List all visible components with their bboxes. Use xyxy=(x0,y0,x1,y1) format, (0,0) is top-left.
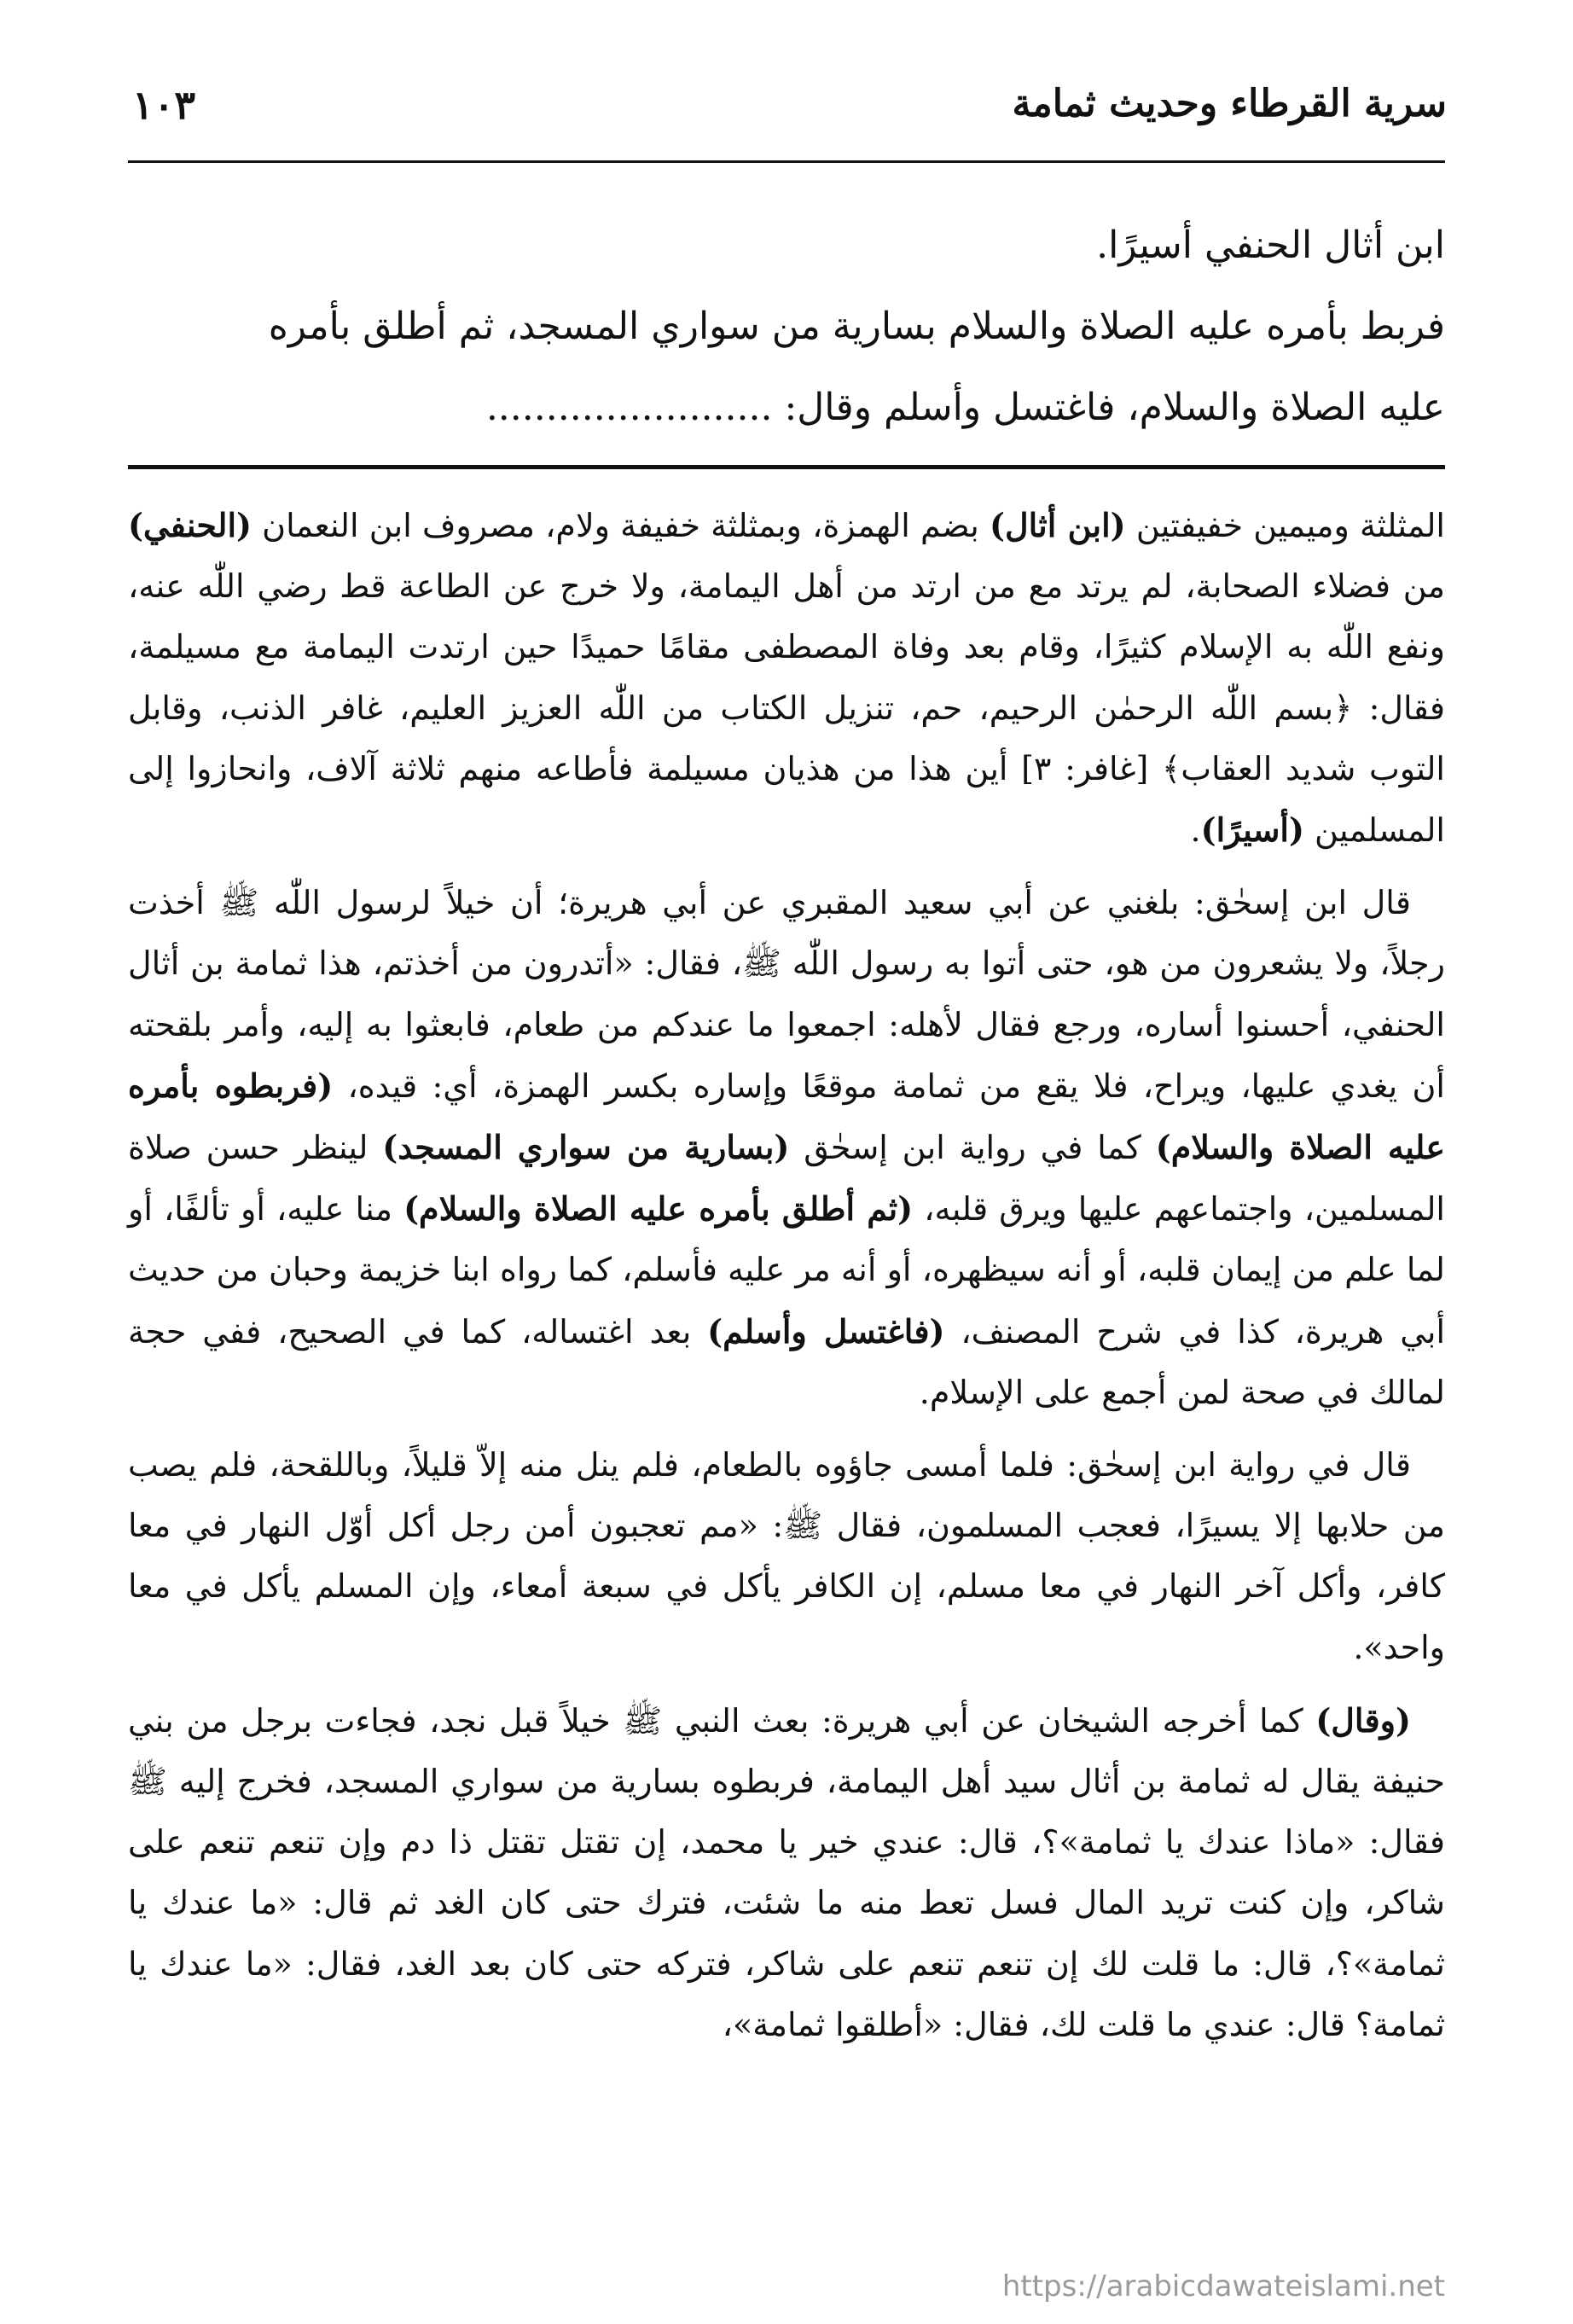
commentary-segment: . xyxy=(1190,811,1201,850)
matn-line-text: عليه الصلاة والسلام، فاغتسل وأسلم وقال: xyxy=(784,386,1445,429)
commentary-segment: قال في رواية ابن إسحٰق: فلما أمسى جاؤوه بالطعام، فلم ينل منه إلاّ قليلاً، وباللقحة، فلم يصب من حلابها إلا يسيرًا، فعجب المسلمون، فقال ﷺ: «مم تعجبون أمن رجل أكل أوّل النهار في معا كافر، وأكل آخر النهار في معا مسلم، إن الكافر يأكل في سبعة أمعاء، وإن المسلم يأكل في معا واحد». xyxy=(128,1446,1445,1666)
bold-quoted-phrase: (وقال) xyxy=(1315,1700,1411,1740)
commentary-text xyxy=(128,495,1445,2055)
matn-line: ابن أثال الحنفي أسيرًا. xyxy=(1096,224,1445,267)
bold-quoted-phrase: (أسيرًا) xyxy=(1200,810,1304,850)
commentary-segment: المثلثة وميمين خفيفتين xyxy=(1125,507,1445,544)
commentary-segment: قال ابن إسحٰق: بلغني عن أبي سعيد المقبري عن أبي هريرة؛ أن خيلاً لرسول اللّٰه ﷺ أخذت رجلاً، ولا يشعرون من هو، حتى أتوا به رسول اللّٰه ﷺ، فقال: «أتدرون من أخذتم، هذا ثمامة بن أثال الحنفي، أحسنوا أساره، ورجع فقال لأهله: اجمعوا ما عندكم من طعام، فابعثوا به إليه، وأمر بلقحته أن يغدي عليها، ويراح، فلا يقع من ثمامة موقعًا وإساره بكسر الهمزة، أي: قيده، xyxy=(128,884,1445,1105)
running-header-title: سرية القرطاء وحديث ثمامة xyxy=(1012,82,1447,125)
matn-line xyxy=(128,367,1445,448)
commentary-segment: بعد اغتساله، كما في الصحيح، ففي حجة لمالك في صحة لمن أجمع على الإسلام. xyxy=(128,1312,1445,1411)
matn-commentary-divider xyxy=(128,465,1445,469)
main-text xyxy=(128,205,1445,448)
ellipsis-dots: ........................ xyxy=(485,386,773,429)
bold-quoted-phrase: (ابن أثال) xyxy=(990,506,1126,544)
commentary-paragraph xyxy=(128,1435,1445,1678)
bold-quoted-phrase: (فربطوه بأمره عليه الصلاة والسلام) xyxy=(128,1066,1445,1167)
watermark-url: https://arabicdawateislami.net xyxy=(1001,2269,1445,2304)
bold-quoted-phrase: (ثم أطلق بأمره عليه الصلاة والسلام) xyxy=(403,1189,914,1229)
commentary-paragraph xyxy=(128,873,1445,1423)
bold-quoted-phrase: (بسارية من سواري المسجد) xyxy=(382,1128,790,1167)
header-divider xyxy=(128,160,1445,163)
commentary-segment: كما أخرجه الشيخان عن أبي هريرة: بعث النبي ﷺ خيلاً قبل نجد، فجاءت برجل من بني حنيفة يقال له ثمامة بن أثال سيد أهل اليمامة، فربطوه بسارية من سواري المسجد، فخرج إليه ﷺ فقال: «ماذا عندك يا ثمامة»؟، قال: عندي خير يا محمد، إن تقتل تقتل ذا دم وإن تنعم تنعم على شاكر، وإن كنت تريد المال فسل تعط منه ما شئت، فترك حتى كان الغد ثم قال: «ما عندك يا ثمامة»؟، قال: ما قلت لك إن تنعم تنعم على شاكر، فتركه حتى كان بعد الغد، فقال: «ما عندك يا ثمامة؟ قال: عندي ما قلت لك، فقال: «أطلقوا ثمامة»، xyxy=(128,1701,1445,2043)
matn-line: فربط بأمره عليه الصلاة والسلام بسارية من سواري المسجد، ثم أطلق بأمره xyxy=(268,305,1445,348)
bold-quoted-phrase: (فاغتسل وأسلم) xyxy=(707,1311,945,1351)
commentary-segment: كما في رواية ابن إسحٰق xyxy=(789,1129,1156,1167)
commentary-segment: من فضلاء الصحابة، لم يرتد مع من ارتد من أهل اليمامة، ولا خرج عن الطاعة قط رضي اللّٰه عنه، ونفع اللّٰه به الإسلام كثيرًا، وقام بعد وفاة المصطفى مقامًا حميدًا حين ارتدت اليمامة مع مسيلمة، فقال: ﴿بسم اللّٰه الرحمٰن الرحيم، حم، تنزيل الكتاب من اللّٰه العزيز العليم، غافر الذنب، وقابل التوب شديد العقاب﴾ [غافر: ٣] أين هذا من هذيان مسيلمة فأطاعه منهم ثلاثة آلاف، وانحازوا إلى المسلمين xyxy=(128,567,1445,850)
commentary-paragraph xyxy=(128,1690,1445,2055)
page-number: ١٠٣ xyxy=(132,82,196,128)
commentary-segment: بضم الهمزة، وبمثلثة خفيفة ولام، مصروف ابن النعمان xyxy=(252,507,990,544)
commentary-segment: منا عليه، أو تألفًا، أو لما علم من إيمان قلبه، أو أنه سيظهره، أو أنه مر عليه فأسلم، كما رواه ابنا خزيمة وحبان من حديث أبي هريرة، كذا في شرح المصنف، xyxy=(128,1190,1446,1351)
bold-quoted-phrase: (الحنفي) xyxy=(128,506,252,544)
commentary-segment: لينظر حسن صلاة المسلمين، واجتماعهم عليها ويرق قلبه، xyxy=(128,1129,1445,1229)
commentary-paragraph xyxy=(128,495,1445,861)
